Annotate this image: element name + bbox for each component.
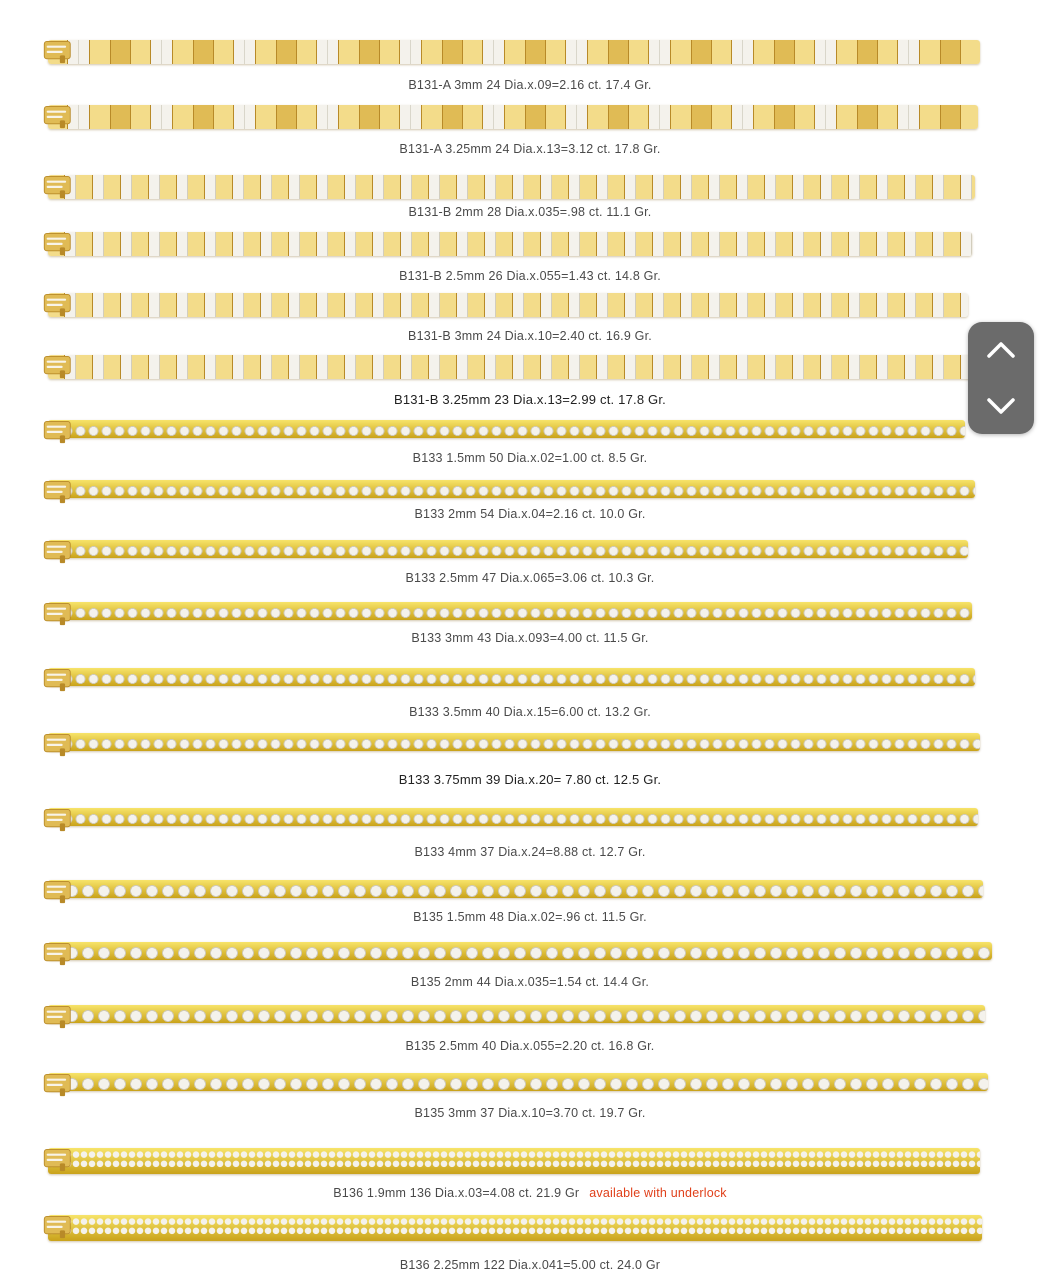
clasp-icon (40, 1071, 78, 1097)
bracelet-caption (0, 845, 1060, 859)
caption-text: B131-B 2mm 28 Dia.x.035=.98 ct. 11.1 Gr. (408, 205, 652, 219)
bracelet-image (48, 733, 980, 751)
caption-text: B133 3mm 43 Dia.x.093=4.00 ct. 11.5 Gr. (411, 631, 649, 645)
clasp-icon (40, 478, 78, 504)
caption-text: B133 3.5mm 40 Dia.x.15=6.00 ct. 13.2 Gr. (409, 705, 651, 719)
clasp-icon (40, 291, 78, 317)
bracelet-caption (0, 705, 1060, 719)
scroll-down-button[interactable] (968, 378, 1034, 434)
bracelet-image (48, 942, 992, 960)
caption-text: B131-B 2.5mm 26 Dia.x.055=1.43 ct. 14.8 Gr. (399, 269, 661, 283)
clasp-icon (40, 230, 78, 256)
bracelet-image (48, 355, 978, 379)
bracelet-image (48, 808, 978, 826)
bracelet-caption (0, 1186, 1060, 1200)
caption-text: B133 1.5mm 50 Dia.x.02=1.00 ct. 8.5 Gr. (412, 451, 648, 465)
clasp-icon (40, 940, 78, 966)
caption-text: B135 3mm 37 Dia.x.10=3.70 ct. 19.7 Gr. (414, 1106, 646, 1120)
caption-text: B133 2mm 54 Dia.x.04=2.16 ct. 10.0 Gr. (414, 507, 646, 521)
bracelet-caption (0, 1106, 1060, 1120)
clasp-icon (40, 103, 78, 129)
caption-text: B136 1.9mm 136 Dia.x.03=4.08 ct. 21.9 Gr (333, 1186, 580, 1200)
caption-text: B135 2.5mm 40 Dia.x.055=2.20 ct. 16.8 Gr. (405, 1039, 655, 1053)
bracelet-image (48, 1073, 988, 1091)
bracelet-caption (0, 631, 1060, 645)
bracelet-caption (0, 451, 1060, 465)
bracelet-caption (0, 205, 1060, 219)
bracelet-image (48, 540, 968, 558)
clasp-icon (40, 418, 78, 444)
bracelet-caption (0, 975, 1060, 989)
caption-text: B133 2.5mm 47 Dia.x.065=3.06 ct. 10.3 Gr. (405, 571, 655, 585)
page-scroll-control (968, 322, 1034, 434)
caption-text: B136 2.25mm 122 Dia.x.041=5.00 ct. 24.0 Gr (399, 1258, 661, 1272)
bracelet-caption (0, 507, 1060, 521)
bracelet-image (48, 40, 980, 64)
bracelet-caption (0, 772, 1060, 787)
bracelet-caption (0, 269, 1060, 283)
clasp-icon (40, 666, 78, 692)
caption-text: B131-A 3.25mm 24 Dia.x.13=3.12 ct. 17.8 Gr. (399, 142, 661, 156)
clasp-icon (40, 173, 78, 199)
bracelet-image (48, 1005, 985, 1023)
bracelet-image (48, 105, 978, 129)
caption-text: B135 2mm 44 Dia.x.035=1.54 ct. 14.4 Gr. (410, 975, 650, 989)
clasp-icon (40, 1146, 78, 1172)
bracelet-caption (0, 1039, 1060, 1053)
bracelet-caption (0, 910, 1060, 924)
scroll-up-button[interactable] (968, 322, 1034, 378)
caption-text: B131-B 3mm 24 Dia.x.10=2.40 ct. 16.9 Gr. (408, 329, 652, 343)
clasp-icon (40, 38, 78, 64)
clasp-icon (40, 1213, 78, 1239)
clasp-icon (40, 731, 78, 757)
caption-text: B133 4mm 37 Dia.x.24=8.88 ct. 12.7 Gr. (414, 845, 646, 859)
caption-text: B131-A 3mm 24 Dia.x.09=2.16 ct. 17.4 Gr. (408, 78, 652, 92)
bracelet-caption (0, 392, 1060, 407)
clasp-icon (40, 600, 78, 626)
clasp-icon (40, 1003, 78, 1029)
bracelet-caption (0, 329, 1060, 343)
bracelet-caption (0, 571, 1060, 585)
clasp-icon (40, 878, 78, 904)
bracelet-image (48, 175, 975, 199)
bracelet-image (48, 293, 968, 317)
bracelet-image (48, 420, 965, 438)
chevron-up-icon (983, 338, 1019, 362)
bracelet-caption (0, 142, 1060, 156)
bracelet-image (48, 480, 975, 498)
chevron-down-icon (983, 394, 1019, 418)
clasp-icon (40, 538, 78, 564)
bracelet-image (48, 1215, 982, 1241)
bracelet-image (48, 668, 975, 686)
underlock-note: available with underlock (589, 1186, 727, 1200)
bracelet-image (48, 232, 972, 256)
caption-text: B133 3.75mm 39 Dia.x.20= 7.80 ct. 12.5 Gr. (398, 772, 662, 787)
clasp-icon (40, 806, 78, 832)
bracelet-caption (0, 78, 1060, 92)
bracelet-image (48, 880, 983, 898)
bracelet-caption (0, 1258, 1060, 1272)
caption-text: B135 1.5mm 48 Dia.x.02=.96 ct. 11.5 Gr. (413, 910, 647, 924)
bracelet-image (48, 1148, 980, 1174)
caption-text: B131-B 3.25mm 23 Dia.x.13=2.99 ct. 17.8 Gr. (394, 392, 666, 407)
bracelet-image (48, 602, 972, 620)
clasp-icon (40, 353, 78, 379)
